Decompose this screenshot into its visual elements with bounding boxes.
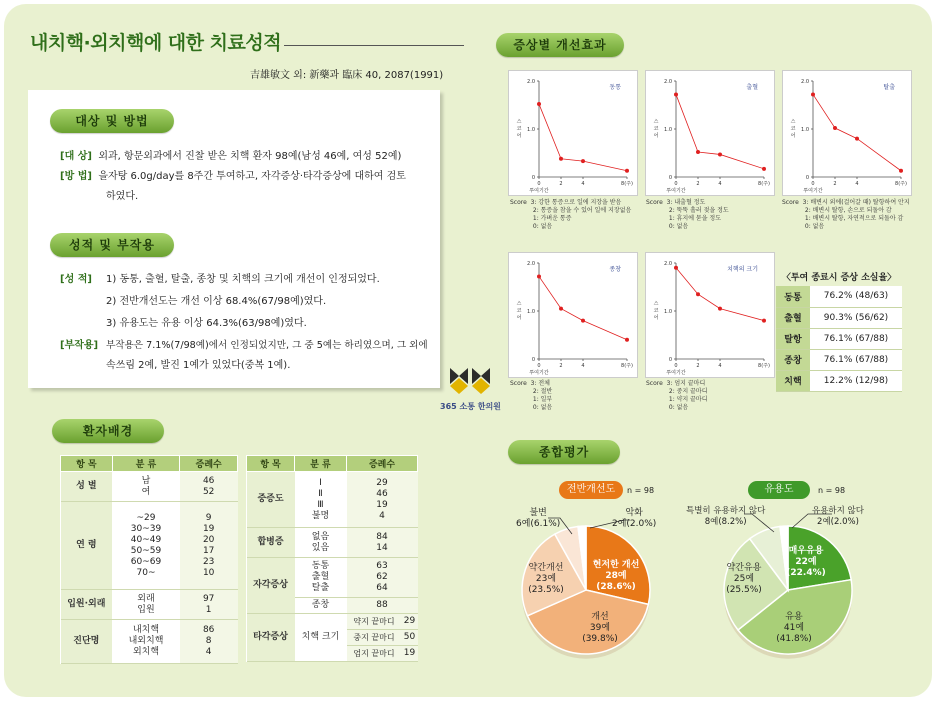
pie1-label-remarkable: 현저한 개선 28예 (28.6%) (592, 560, 640, 592)
y-axis-label: 코 (516, 308, 522, 314)
y-tick-label: 2.0 (527, 79, 535, 85)
page-title: 내치핵·외치핵에 대한 치료성적 (30, 32, 282, 54)
patient-heading: 환자배경 (52, 419, 164, 443)
x-tick-label: 4 (855, 181, 859, 187)
pie1-label-unchanged: 불변 6예(6.1%) (516, 508, 561, 529)
row-counts: 63 62 64 (347, 558, 418, 598)
citation: 吉雄敏文 외: 新藥과 臨床 40, 2087(1991) (250, 70, 444, 81)
y-tick-label: 0 (668, 175, 672, 181)
row-item: 진단명 (61, 620, 113, 664)
y-axis-label: 스 (653, 119, 659, 125)
row-item: 연 령 (61, 502, 113, 590)
score-caption-prolapse: Score 3: 배변시 외에(걸어갈 때) 탈항하여 안지 2: 배변시 탈항, 손으로 되돌아 감 1: 배변시 탈항, 자연적으로 되돌아 감 0: 없음 (782, 199, 910, 230)
side-effect-text-2: 속쓰림 2예, 발진 1예가 있었다(중복 1예). (106, 360, 291, 371)
x-tick-label: 8(주) (621, 181, 633, 187)
y-tick-label: 0 (531, 357, 535, 363)
x-tick-label: 2 (833, 181, 837, 187)
row-categories: 내치핵 내외치핵 외치핵 (112, 620, 180, 664)
row-symptom: 탈항 (776, 328, 810, 349)
x-tick-label: 0 (811, 181, 815, 187)
size-label: 엄지 끝마디 (347, 646, 402, 662)
chart-name: 출혈 (746, 84, 758, 91)
results-heading: 성적 및 부작용 (50, 233, 174, 257)
x-tick-label: 2 (696, 363, 700, 369)
y-axis-label: 어 (516, 133, 522, 139)
method-text: 을자탕 6.0g/day를 8주간 투여하고, 자각증상·타각증상에 대하여 검토 (98, 171, 406, 182)
x-tick-label: 2 (696, 181, 700, 187)
x-tick-label: 2 (559, 181, 563, 187)
score-caption-pain: Score 3: 강한 통증으로 일에 지장을 받음 2: 통증을 참을 수 있어 일에 지장없음 1: 가벼운 통증 0: 없음 (510, 199, 632, 230)
y-tick-label: 1.0 (664, 309, 672, 315)
y-tick-label: 0 (668, 357, 672, 363)
x-tick-label: 4 (718, 363, 722, 369)
row-rate: 90.3% (56/62) (810, 307, 902, 328)
y-axis-label: 어 (653, 133, 659, 139)
x-tick-label: 8(주) (895, 181, 907, 187)
results-label: [성 적] (60, 274, 92, 285)
x-axis-label: 투여기간 (529, 370, 549, 376)
x-axis-label: 투여기간 (666, 370, 686, 376)
row-counts: 9 19 20 17 23 10 (180, 502, 238, 590)
subjects-label: [대 상] (60, 151, 92, 162)
row-item: 합병증 (247, 528, 295, 558)
x-axis-label: 투여기간 (666, 188, 686, 194)
chart-name: 동통 (609, 84, 621, 91)
y-axis-label: 스 (516, 301, 522, 307)
row-item: 타각증상 (247, 614, 295, 662)
row-categories: 동통 출혈 탈출 (295, 558, 347, 598)
subjects-text: 외과, 항문외과에서 진찰 받은 치핵 환자 98예(남성 46예, 여성 52예) (98, 151, 402, 162)
x-tick-label: 8(주) (621, 363, 633, 369)
method-label: [방 법] (60, 171, 92, 182)
x-tick-label: 4 (581, 181, 585, 187)
row-symptom: 출혈 (776, 307, 810, 328)
row-item: 성 별 (61, 472, 113, 502)
pie2-label-not-useful: 유용하지 않다 2예(2.0%) (812, 506, 864, 527)
y-axis-label: 어 (653, 315, 659, 321)
y-tick-label: 2.0 (801, 79, 809, 85)
x-tick-label: 0 (674, 363, 678, 369)
row-symptom: 치핵 (776, 370, 810, 391)
result-item-1: 1) 동통, 출혈, 탈출, 종창 및 치핵의 크기에 개선이 인정되었다. (106, 274, 380, 285)
score-caption-swelling: Score 3: 전체 2: 절반 1: 일부 0: 없음 (510, 380, 553, 411)
pie2-badge: 유용도 (748, 481, 810, 499)
row-item: 자각증상 (247, 558, 295, 614)
y-axis-label: 스 (516, 119, 522, 125)
row-counts: 86 8 4 (180, 620, 238, 664)
row-item: 중증도 (247, 472, 295, 528)
y-tick-label: 0 (805, 175, 809, 181)
y-tick-label: 2.0 (527, 261, 535, 267)
y-axis-label: 스 (790, 119, 796, 125)
overall-heading: 종합평가 (508, 440, 620, 464)
score-caption-size: Score 3: 엄지 끝마디 2: 중지 끝마디 1: 약지 끝마디 0: 없음 (646, 380, 708, 411)
row-counts: 84 14 (347, 528, 418, 558)
y-tick-label: 1.0 (664, 127, 672, 133)
row-categories: Ⅰ Ⅱ Ⅲ 불명 (295, 472, 347, 528)
header-item: 항 목 (247, 456, 295, 472)
symptom-heading: 증상별 개선효과 (496, 33, 624, 57)
row-counts: 29 46 19 4 (347, 472, 418, 528)
x-tick-label: 2 (559, 363, 563, 369)
x-axis-label: 투여기간 (529, 188, 549, 194)
row-category: 치핵 크기 (295, 614, 347, 662)
size-label: 약지 끝마디 (347, 614, 402, 630)
header-count: 증례수 (180, 456, 238, 472)
y-tick-label: 1.0 (527, 309, 535, 315)
pie1-n: n = 98 (627, 486, 655, 495)
result-item-2: 2) 전반개선도는 개선 이상 68.4%(67/98예)였다. (106, 296, 327, 307)
size-label: 중지 끝마디 (347, 630, 402, 646)
row-categories: 외래 입원 (112, 590, 180, 620)
x-tick-label: 4 (581, 363, 585, 369)
x-tick-label: 0 (537, 181, 541, 187)
disappearance-title: 〈투여 종료시 증상 소실율〉 (781, 273, 897, 283)
row-rate: 76.2% (48/63) (810, 286, 902, 307)
row-categories: 종창 (295, 598, 347, 614)
y-tick-label: 0 (531, 175, 535, 181)
x-tick-label: 8(주) (758, 181, 770, 187)
y-axis-label: 코 (653, 308, 659, 314)
row-counts: 46 52 (180, 472, 238, 502)
row-rate: 76.1% (67/88) (810, 328, 902, 349)
chart-name: 종창 (609, 266, 621, 273)
pie2-label-useful: 유용 41예 (41.8%) (776, 612, 812, 644)
side-effect-label: [부작용] (60, 340, 99, 351)
pie1-label-worse: 악화 2예(2.0%) (612, 508, 657, 529)
y-tick-label: 2.0 (664, 79, 672, 85)
pie2-n: n = 98 (818, 486, 846, 495)
pie1-label-improved: 개선 39예 (39.8%) (582, 612, 618, 644)
row-rate: 76.1% (67/88) (810, 349, 902, 370)
size-count: 19 (402, 646, 418, 662)
pie2-label-not-particularly: 특별히 유용하지 않다 8예(8.2%) (686, 506, 766, 527)
row-categories: 없음 있음 (295, 528, 347, 558)
x-tick-label: 0 (537, 363, 541, 369)
row-symptom: 동통 (776, 286, 810, 307)
pie2-label-very-useful: 매우유용 22예 (22.4%) (786, 546, 826, 578)
x-tick-label: 4 (718, 181, 722, 187)
size-count: 29 (402, 614, 418, 630)
y-axis-label: 어 (516, 315, 522, 321)
y-axis-label: 어 (790, 133, 796, 139)
y-tick-label: 1.0 (527, 127, 535, 133)
score-caption-bleeding: Score 3: 내출혈 정도 2: 뚝뚝 흘러 젖을 정도 1: 휴지에 묻을 정도 0: 없음 (646, 199, 729, 230)
pie2-label-slightly-useful: 약간유용 25예 (25.5%) (726, 563, 762, 595)
side-effect-text-1: 부작용은 7.1%(7/98예)에서 인정되었지만, 그 중 5예는 하리였으며, 그 외에 (106, 340, 428, 351)
header-count: 증례수 (347, 456, 418, 472)
y-axis-label: 코 (653, 126, 659, 132)
result-item-3: 3) 유용도는 유용 이상 64.3%(63/98예)였다. (106, 318, 307, 329)
y-tick-label: 2.0 (664, 261, 672, 267)
x-tick-label: 0 (674, 181, 678, 187)
method-text-cont: 하였다. (106, 191, 139, 202)
logo-text: 365 소통 한의원 (440, 402, 501, 411)
x-axis-label: 투여기간 (803, 188, 823, 194)
y-axis-label: 코 (790, 126, 796, 132)
header-category: 분 류 (112, 456, 180, 472)
row-counts: 97 1 (180, 590, 238, 620)
pie1-badge: 전반개선도 (559, 481, 623, 499)
row-categories: ~29 30~39 40~49 50~59 60~69 70~ (112, 502, 180, 590)
y-tick-label: 1.0 (801, 127, 809, 133)
row-categories: 남 여 (112, 472, 180, 502)
row-item: 입원·외래 (61, 590, 113, 620)
chart-name: 탈출 (883, 84, 895, 91)
row-counts: 88 (347, 598, 418, 614)
pie1-label-slight: 약간개선 23예 (23.5%) (528, 563, 564, 595)
size-count: 50 (402, 630, 418, 646)
x-tick-label: 8(주) (758, 363, 770, 369)
header-category: 분 류 (295, 456, 347, 472)
header-item: 항 목 (61, 456, 113, 472)
methods-heading: 대상 및 방법 (50, 109, 174, 133)
y-axis-label: 코 (516, 126, 522, 132)
chart-name: 치핵의 크기 (727, 266, 758, 273)
y-axis-label: 스 (653, 301, 659, 307)
row-rate: 12.2% (12/98) (810, 370, 902, 391)
row-symptom: 종창 (776, 349, 810, 370)
